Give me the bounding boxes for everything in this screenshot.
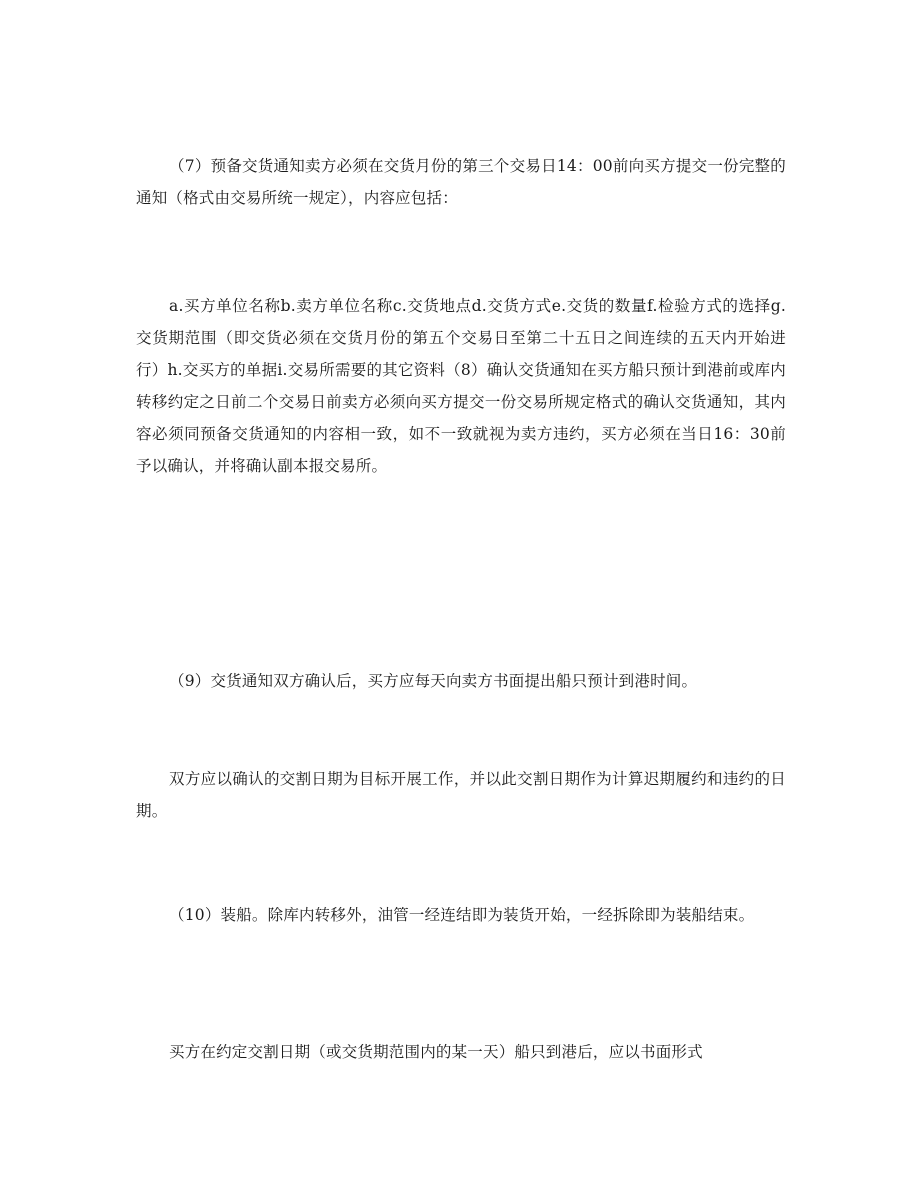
paragraph-notice-contents: a.买方单位名称b.卖方单位名称c.交货地点d.交货方式e.交货的数量f.检验方式的选择g.交货期范围（即交货必须在交货月份的第五个交易日至第二十五日之间连续的五天内开始进行）h.交买方的单据i.交易所需要的其它资料（8）确认交货通知在买方船只预计到港前或库内转移约定之日前二个交易日前卖方必须向买方提交一份交易所规定格式的确认交货通知，其内容必须同预备交货通知的内容相一致，如不一致就视为卖方违约，买方必须在当日16：30前予以确认，并将确认副本报交易所。 <box>136 297 786 475</box>
paragraph-buyer-arrival: 买方在约定交割日期（或交货期范围内的某一天）船只到港后，应以书面形式 <box>169 1043 703 1061</box>
paragraph-preliminary-delivery-notice: （7）预备交货通知卖方必须在交货月份的第三个交易日14：00前向买方提交一份完整的通知（格式由交易所统一规定），内容应包括： <box>136 157 786 207</box>
paragraph-delivery-date: 双方应以确认的交割日期为目标开展工作，并以此交割日期作为计算迟期履约和违约的日期。 <box>136 770 786 820</box>
paragraph-loading: （10）装船。除库内转移外，油管一经连结即为装货开始，一经拆除即为装船结束。 <box>169 906 755 924</box>
paragraph-arrival-time: （9）交货通知双方确认后，买方应每天向卖方书面提出船只预计到港时间。 <box>169 672 698 690</box>
